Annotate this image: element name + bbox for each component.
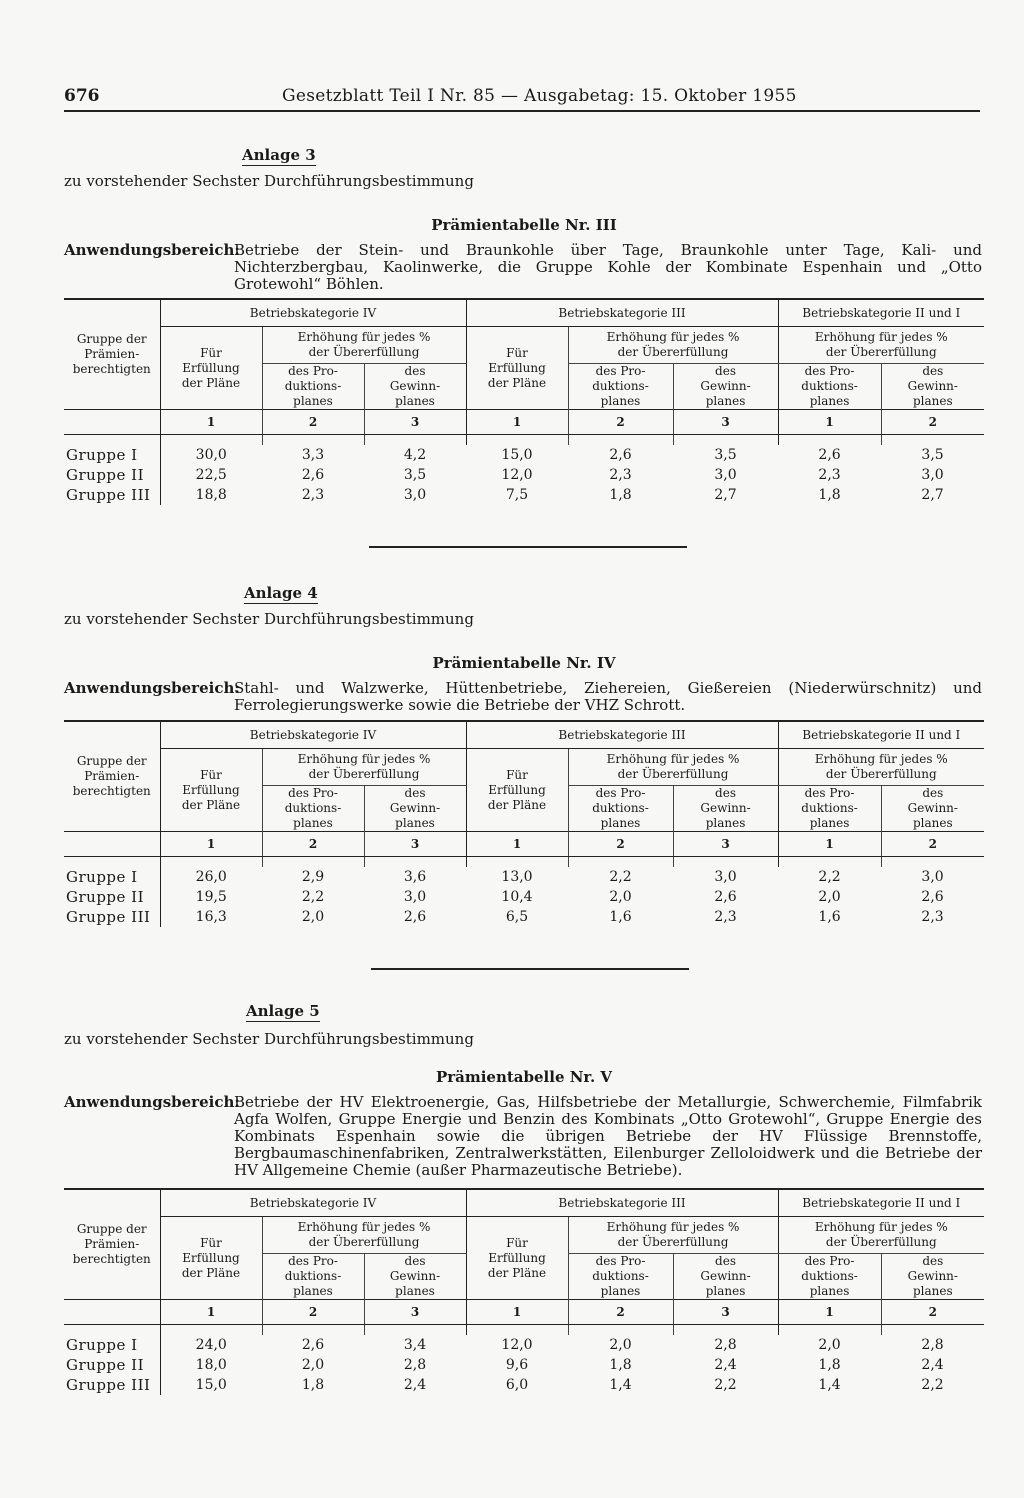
value-cell: 2,3 [301, 486, 325, 503]
table-row [64, 867, 984, 887]
gap-cell [568, 435, 673, 446]
value-cell: 26,0 [195, 868, 227, 885]
value-cell: 2,3 [818, 466, 841, 483]
erhoehung-header: Erhöhung für jedes % der Übererfüllung [778, 1217, 984, 1254]
value-cell: 3,6 [403, 868, 427, 885]
value-cell: 24,0 [195, 1336, 227, 1353]
table-row [64, 445, 984, 465]
gewinn-header: des Gewinn- planes [673, 786, 778, 832]
table-title: Prämientabelle Nr. III [431, 216, 617, 234]
group-label: Gruppe I [64, 867, 160, 887]
gewinn-header: des Gewinn- planes [364, 1254, 466, 1300]
scope-block [64, 680, 984, 716]
column-number-row [64, 832, 984, 857]
fuer-erfuellung-header: Für Erfüllung der Pläne [466, 1217, 568, 1300]
category-iv-header: Betriebskategorie IV [160, 1189, 466, 1217]
gap-cell [466, 857, 568, 868]
value-cell: 1,8 [609, 486, 632, 503]
table-row [64, 1375, 984, 1395]
value-cell: 2,4 [403, 1376, 427, 1393]
value-cell: 30,0 [195, 446, 227, 463]
value-cell: 2,6 [609, 446, 632, 463]
column-number-cell: 1 [778, 410, 881, 435]
anlage-subtitle: zu vorstehender Sechster Durchführungsbestimmung [64, 610, 474, 628]
gap-cell [160, 857, 262, 868]
gap-cell [881, 435, 984, 446]
category-ii-i-header: Betriebskategorie II und I [778, 721, 984, 749]
gap-cell [881, 1325, 984, 1336]
erhoehung-header: Erhöhung für jedes % der Übererfüllung [568, 1217, 778, 1254]
gap-cell [673, 857, 778, 868]
value-cell: 2,2 [714, 1376, 737, 1393]
produktion-header: des Pro- duktions- planes [262, 786, 364, 832]
value-cell: 2,6 [403, 908, 427, 925]
value-cell: 2,2 [301, 888, 325, 905]
value-cell: 12,0 [501, 466, 533, 483]
value-cell: 2,0 [609, 1336, 632, 1353]
gap-cell [64, 1325, 160, 1336]
scope-label: Anwendungsbereich: [64, 241, 240, 259]
anlage-subtitle: zu vorstehender Sechster Durchführungsbestimmung [64, 1030, 474, 1048]
erhoehung-header: Erhöhung für jedes % der Übererfüllung [778, 327, 984, 364]
column-number-cell: 1 [778, 832, 881, 857]
group-label: Gruppe III [64, 485, 160, 505]
table-row [64, 907, 984, 927]
gewinn-header: des Gewinn- planes [907, 364, 958, 408]
table-row [64, 887, 984, 907]
gap-cell [262, 857, 364, 868]
produktion-header: des Pro- duktions- planes [568, 1254, 673, 1300]
column-number-cell: 1 [778, 1300, 881, 1325]
column-number-cell: 3 [673, 832, 778, 857]
value-cell: 2,6 [818, 446, 841, 463]
gewinn-header: des Gewinn- planes [673, 364, 778, 410]
column-number-cell: 3 [673, 1300, 778, 1325]
value-cell: 2,9 [301, 868, 325, 885]
scope-block [64, 1094, 984, 1182]
scope-label: Anwendungsbereich: [64, 1093, 240, 1111]
category-ii-i-header: Betriebskategorie II und I [778, 299, 984, 327]
group-label: Gruppe III [64, 1375, 160, 1395]
column-number-cell: 1 [160, 832, 262, 857]
value-cell: 2,3 [921, 908, 944, 925]
value-cell: 18,0 [195, 1356, 227, 1373]
fuer-erfuellung-header: Für Erfüllung der Pläne [160, 1217, 262, 1300]
group-header: Gruppe der Prämien- berechtigten [64, 721, 160, 832]
value-cell: 2,0 [609, 888, 632, 905]
value-cell: 1,4 [818, 1376, 841, 1393]
gap-cell [262, 1325, 364, 1336]
anlage-title: Anlage 5 [246, 1002, 320, 1020]
column-number-cell: 2 [262, 1300, 364, 1325]
gap-cell [160, 435, 262, 446]
value-cell: 2,6 [714, 888, 737, 905]
category-iii-header: Betriebskategorie III [466, 299, 778, 327]
category-iii-header: Betriebskategorie III [466, 721, 778, 749]
scope-block [64, 242, 984, 296]
value-cell: 2,0 [301, 1356, 325, 1373]
gap-row [64, 1325, 984, 1336]
gap-cell [364, 435, 466, 446]
gap-cell [160, 1325, 262, 1336]
produktion-header: des Pro- duktions- planes [568, 364, 673, 410]
category-iv-header: Betriebskategorie IV [160, 721, 466, 749]
praemien-table [64, 298, 984, 505]
column-number-cell: 2 [881, 1300, 984, 1325]
produktion-header: des Pro- duktions- planes [778, 1254, 881, 1300]
section-divider [371, 968, 689, 970]
gap-cell [673, 435, 778, 446]
value-cell: 12,0 [501, 1336, 533, 1353]
produktion-header: des Pro- duktions- planes [778, 364, 881, 410]
gap-cell [778, 857, 881, 868]
value-cell: 2,3 [609, 466, 632, 483]
value-cell: 2,2 [818, 868, 841, 885]
value-cell: 2,6 [921, 888, 944, 905]
column-number-cell: 2 [568, 1300, 673, 1325]
table-row [64, 465, 984, 485]
group-label: Gruppe II [64, 465, 160, 485]
value-cell: 2,7 [714, 486, 737, 503]
value-cell: 2,8 [714, 1336, 737, 1353]
value-cell: 3,0 [921, 466, 944, 483]
gap-cell [364, 857, 466, 868]
column-number-cell: 1 [160, 1300, 262, 1325]
value-cell: 1,4 [609, 1376, 632, 1393]
praemien-table [64, 720, 984, 927]
scope-text: Stahl- und Walzwerke, Hüttenbetriebe, Ziehereien, Gießereien (Niederwürschnitz) und Ferrolegierungswerke sowie die Betriebe der VHZ Schrott. [234, 679, 982, 714]
value-cell: 2,3 [714, 908, 737, 925]
gap-cell [881, 857, 984, 868]
anlage-title: Anlage 3 [242, 146, 316, 164]
fuer-erfuellung-header: Für Erfüllung der Pläne [466, 749, 568, 832]
group-header: Gruppe der Prämien- berechtigten [64, 1189, 160, 1300]
category-iv-header: Betriebskategorie IV [160, 299, 466, 327]
value-cell: 2,6 [301, 1336, 325, 1353]
value-cell: 3,3 [301, 446, 325, 463]
gap-cell [778, 1325, 881, 1336]
gewinn-header: des Gewinn- planes [907, 1254, 958, 1298]
gap-cell [466, 1325, 568, 1336]
gap-cell [364, 1325, 466, 1336]
value-cell: 13,0 [501, 868, 533, 885]
column-number-cell: 1 [466, 832, 568, 857]
value-cell: 2,6 [301, 466, 325, 483]
column-number-cell [64, 410, 160, 435]
value-cell: 19,5 [195, 888, 227, 905]
produktion-header: des Pro- duktions- planes [262, 1254, 364, 1300]
page-header [64, 86, 980, 112]
category-iii-header: Betriebskategorie III [466, 1189, 778, 1217]
value-cell: 2,7 [921, 486, 944, 503]
column-number-cell: 2 [568, 410, 673, 435]
praemien-table [64, 1188, 984, 1395]
gewinn-header: des Gewinn- planes [907, 786, 958, 830]
group-label: Gruppe II [64, 887, 160, 907]
value-cell: 1,8 [609, 1356, 632, 1373]
value-cell: 2,8 [921, 1336, 944, 1353]
value-cell: 3,0 [714, 466, 737, 483]
value-cell: 18,8 [195, 486, 227, 503]
group-label: Gruppe I [64, 1335, 160, 1355]
scope-label: Anwendungsbereich: [64, 679, 240, 697]
column-number-cell [64, 832, 160, 857]
gap-cell [568, 857, 673, 868]
produktion-header: des Pro- duktions- planes [568, 786, 673, 832]
value-cell: 3,5 [714, 446, 737, 463]
value-cell: 3,5 [403, 466, 427, 483]
value-cell: 7,5 [505, 486, 529, 503]
group-label: Gruppe II [64, 1355, 160, 1375]
gap-row [64, 857, 984, 868]
erhoehung-header: Erhöhung für jedes % der Übererfüllung [262, 1217, 466, 1254]
column-number-cell: 3 [364, 832, 466, 857]
value-cell: 3,0 [714, 868, 737, 885]
value-cell: 22,5 [195, 466, 227, 483]
gap-cell [64, 435, 160, 446]
section-divider [369, 546, 687, 548]
gap-cell [262, 435, 364, 446]
value-cell: 3,0 [403, 486, 427, 503]
scope-text: Betriebe der Stein- und Braunkohle über Tage, Braunkohle unter Tage, Kali- und Nichterzbergbau, Kaolinwerke, die Gruppe Kohle der Kombinate Espenhain und „Otto Grotewohl“ Böhlen. [234, 241, 982, 293]
value-cell: 2,0 [301, 908, 325, 925]
value-cell: 1,8 [301, 1376, 325, 1393]
value-cell: 1,6 [609, 908, 632, 925]
column-number-cell: 3 [364, 1300, 466, 1325]
anlage-title: Anlage 4 [244, 584, 318, 602]
column-number-cell: 3 [673, 410, 778, 435]
table-title: Prämientabelle Nr. IV [432, 654, 616, 672]
table-row [64, 485, 984, 505]
value-cell: 3,0 [921, 868, 944, 885]
category-ii-i-header: Betriebskategorie II und I [778, 1189, 984, 1217]
erhoehung-header: Erhöhung für jedes % der Übererfüllung [568, 749, 778, 786]
column-number-cell: 2 [881, 832, 984, 857]
group-label: Gruppe III [64, 907, 160, 927]
column-number-cell: 2 [881, 410, 984, 435]
fuer-erfuellung-header: Für Erfüllung der Pläne [160, 749, 262, 832]
erhoehung-header: Erhöhung für jedes % der Übererfüllung [568, 327, 778, 364]
table-title: Prämientabelle Nr. V [435, 1068, 613, 1086]
gap-cell [568, 1325, 673, 1336]
value-cell: 6,0 [505, 1376, 529, 1393]
erhoehung-header: Erhöhung für jedes % der Übererfüllung [262, 327, 466, 364]
table-row [64, 1335, 984, 1355]
value-cell: 4,2 [403, 446, 427, 463]
gap-cell [466, 435, 568, 446]
value-cell: 2,2 [609, 868, 632, 885]
column-number-cell: 1 [466, 410, 568, 435]
value-cell: 9,6 [505, 1356, 529, 1373]
group-label: Gruppe I [64, 445, 160, 465]
group-header: Gruppe der Prämien- berechtigten [64, 299, 160, 410]
gewinn-header: des Gewinn- planes [364, 786, 466, 832]
value-cell: 15,0 [195, 1376, 227, 1393]
produktion-header: des Pro- duktions- planes [778, 786, 881, 832]
erhoehung-header: Erhöhung für jedes % der Übererfüllung [262, 749, 466, 786]
anlage-subtitle: zu vorstehender Sechster Durchführungsbestimmung [64, 172, 474, 190]
value-cell: 3,0 [403, 888, 427, 905]
scope-text: Betriebe der HV Elektroenergie, Gas, Hilfsbetriebe der Metallurgie, Schwerchemie, Filmfabrik Agfa Wolfen, Gruppe Energie und Benzin des Kombinats „Otto Grotewohl“, Gruppe Energie des Kombinats Espenhain sowie die übrigen Betriebe der HV Flüssige Brennstoffe, Bergbaumaschinenfabriken, Zentralwerkstätten, Eilenburger Zelloloidwerk und die Betriebe der HV Allgemeine Chemie (außer Pharmazeutische Betriebe). [234, 1093, 982, 1179]
value-cell: 2,4 [921, 1356, 944, 1373]
value-cell: 6,5 [505, 908, 529, 925]
page-number: 676 [64, 86, 100, 106]
gewinn-header: des Gewinn- planes [364, 364, 466, 410]
value-cell: 10,4 [501, 888, 533, 905]
value-cell: 2,2 [921, 1376, 944, 1393]
column-number-cell: 2 [262, 410, 364, 435]
running-head: Gesetzblatt Teil I Nr. 85 — Ausgabetag: 15. Oktober 1955 [282, 86, 797, 106]
produktion-header: des Pro- duktions- planes [262, 364, 364, 410]
value-cell: 3,5 [921, 446, 944, 463]
column-number-cell [64, 1300, 160, 1325]
gap-cell [673, 1325, 778, 1336]
gap-row [64, 435, 984, 446]
value-cell: 2,4 [714, 1356, 737, 1373]
column-number-row [64, 410, 984, 435]
value-cell: 2,8 [403, 1356, 427, 1373]
gap-cell [64, 857, 160, 868]
value-cell: 2,0 [818, 888, 841, 905]
erhoehung-header: Erhöhung für jedes % der Übererfüllung [778, 749, 984, 786]
column-number-cell: 2 [262, 832, 364, 857]
value-cell: 1,8 [818, 1356, 841, 1373]
fuer-erfuellung-header: Für Erfüllung der Pläne [466, 327, 568, 410]
value-cell: 15,0 [501, 446, 533, 463]
value-cell: 3,4 [403, 1336, 427, 1353]
gewinn-header: des Gewinn- planes [673, 1254, 778, 1300]
column-number-cell: 2 [568, 832, 673, 857]
value-cell: 1,8 [818, 486, 841, 503]
table-row [64, 1355, 984, 1375]
column-number-cell: 1 [466, 1300, 568, 1325]
value-cell: 1,6 [818, 908, 841, 925]
value-cell: 2,0 [818, 1336, 841, 1353]
gap-cell [778, 435, 881, 446]
value-cell: 16,3 [195, 908, 227, 925]
column-number-row [64, 1300, 984, 1325]
column-number-cell: 3 [364, 410, 466, 435]
fuer-erfuellung-header: Für Erfüllung der Pläne [160, 327, 262, 410]
column-number-cell: 1 [160, 410, 262, 435]
